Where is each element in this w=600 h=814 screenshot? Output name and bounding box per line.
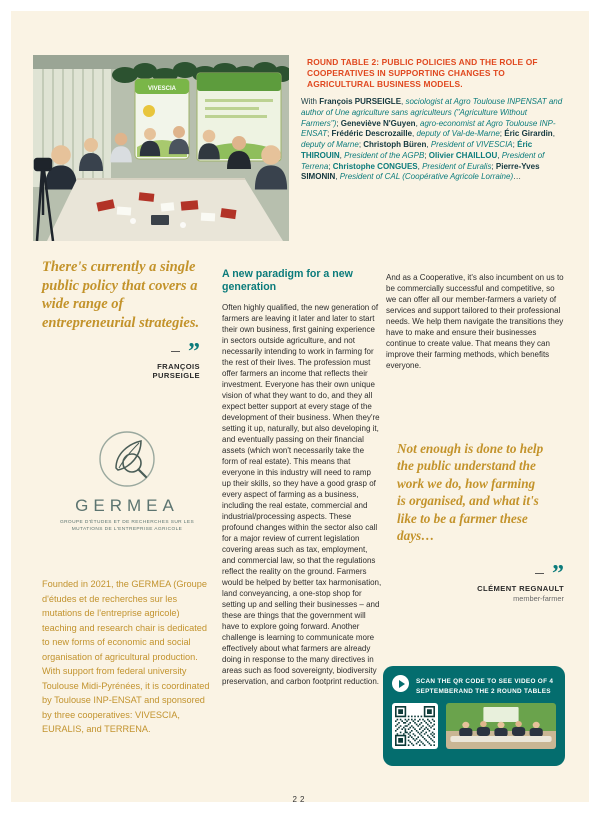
- pull-quote-right: Not enough is done to help the public understand the work we do, how farming is organised, and what it's like to be a farmer these days…: [397, 441, 544, 544]
- quote-left-attribution: [60, 339, 200, 380]
- scan-box: [383, 666, 565, 766]
- play-icon[interactable]: [392, 675, 409, 692]
- germea-logo-icon: [96, 428, 158, 490]
- roundtable-title: ROUND TABLE 2: PUBLIC POLICIES AND THE ROLE OF COOPERATIVES IN SUPPORTING CHANGES TO AGRICULTURAL BUSINESS MODELS.: [307, 57, 538, 90]
- qr-code: [392, 703, 438, 749]
- quote-right-author: CLÉMENT REGNAULT: [477, 584, 564, 593]
- quote-right-author-role: member-farmer: [513, 594, 564, 603]
- germea-description: Founded in 2021, the GERMEA (Groupe d'études et de recherches sur les mutations de l'entreprise agricole) teaching and research chair is dedicated to new forms of economic and social organisation of agricultural production. With support from federal university Toulouse Midi-Pyrénées, it is coordinated by Toulouse INP-ENSAT and sponsored by three cooperatives: VIVESCIA, EURALIS, and TERRENA.: [42, 579, 210, 735]
- attribution-dash: —: [171, 346, 180, 356]
- article-heading: A new paradigm for a new generation: [222, 268, 353, 294]
- germea-logo-block: [52, 428, 202, 533]
- quote-left-author: FRANÇOIS PURSEIGLE: [152, 362, 200, 380]
- germea-caption: GROUPE D'ÉTUDES ET DE RECHERCHES SUR LES MUTATIONS DE L'ENTREPRISE AGRICOLE: [59, 520, 195, 533]
- quote-mark-icon: ”: [552, 561, 564, 587]
- video-thumbnail-illustration: [446, 703, 556, 749]
- article-column-2: [386, 272, 564, 371]
- article-column-1: [222, 268, 382, 687]
- roundtable-participants: With François PURSEIGLE, sociologist at Agro Toulouse INPENSAT and author of Une agriculture sans agriculteurs ("Agriculture Without Farmers"); Geneviève N'Guyen, agro-economist at Agro Toulouse INP-ENSAT; Frédéric Descrozaille, deputy of Val-de-Marne; Éric Girardin, deputy of Marne; Christoph Büren, President of VIVESCIA; Éric THIROUIN, President of the AGPB; Olivier CHAILLOU, President of Terrena; Christophe CONGUES, President of Euralis; Pierre-Yves SIMONIN, President of CAL (Coopérative Agricole Lorraine)…: [301, 97, 563, 182]
- pull-quote-left: There's currently a single public policy that covers a wide range of entrepreneurial strategies.: [42, 259, 200, 331]
- roundtable-info: [301, 57, 565, 183]
- svg-text:VIVESCIA: VIVESCIA: [147, 86, 177, 92]
- roundtable-photo-illustration: [33, 55, 289, 241]
- qr-code-pattern: [395, 706, 435, 746]
- quote-mark-icon: ”: [188, 339, 200, 365]
- roundtable-photo: [33, 55, 289, 241]
- video-thumbnail[interactable]: [446, 703, 556, 749]
- scan-box-text: SCAN THE QR CODE TO SEE VIDEO OF 4 SEPTEMBERAND THE 2 ROUND TABLES: [416, 678, 554, 695]
- quote-right-attribution: [400, 561, 564, 603]
- article-body-1: Often highly qualified, the new generation of farmers are leaving it later and later to start their own business, first gaining experience in sectors outside agriculture, and not necessarily intending to work in farming for the rest of their lives. The profession must offer farmers an income that reflects their investment. Everyone has their own unique vision of what they want to do, and they all expect better support at every stage of the development of their business. When they're setting it up, naturally, but also developing it, and eventually passing on their financial assets (which won't necessarily take the form of real estate). This means that everyone in this industry will need to ramp up their skills, so they have a good grasp of every aspect of farming as a business, including the real estate, commercial and industrial/processing aspects. These profound changes within the sector also call for a major review of current legislation covering areas such as tax, employment, and commercial law, so that the regulations reflect the reality on the ground. Farmers would be helped by better tax harmonisation, land conveyancing, a one-stop shop for setting up and selling their businesses – and these are things that the government will have to explore going forward. Another challenge is learning to communicate more effectively about what farmers are already doing in response to the many directives in areas such as food sovereignty, biodiversity preservation, and carbon footprint reduction.: [222, 303, 382, 687]
- page-number: 22: [292, 795, 308, 804]
- article-body-2: And as a Cooperative, it's also incumbent on us to be commercially successful and competitive, so we can offer all our member-farmers a variety of services and support tailored to their professional needs. We help them navigate the transitions they have to make and ensure their businesses continue to create value. That means they can improve their farming methods, which benefits everyone.: [386, 273, 564, 370]
- attribution-dash: —: [535, 568, 544, 578]
- germea-wordmark: GERMEA: [75, 496, 179, 515]
